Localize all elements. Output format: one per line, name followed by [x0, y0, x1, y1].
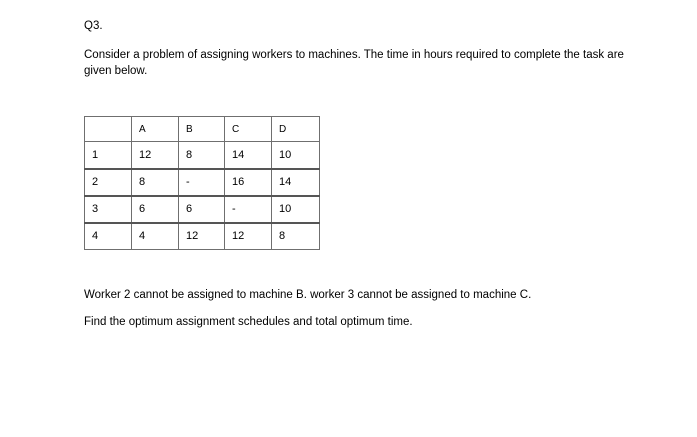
row-header-worker-4: 4: [85, 223, 132, 250]
table-cell: 16: [225, 169, 272, 196]
question-intro: Consider a problem of assigning workers to machines. The time in hours required to complete the task are given below.: [84, 49, 624, 77]
table-cell: 8: [132, 169, 179, 196]
row-header-worker-3: 3: [85, 196, 132, 223]
column-header-b: B: [179, 117, 225, 142]
table-row: [85, 142, 320, 169]
constraint-note: Worker 2 cannot be assigned to machine B. worker 3 cannot be assigned to machine C.: [84, 289, 532, 301]
table-cell: 10: [272, 196, 320, 223]
table-row: [85, 196, 320, 223]
column-header-d: D: [272, 117, 320, 142]
question-number: Q3.: [84, 20, 103, 32]
table-cell: 4: [132, 223, 179, 250]
row-header-worker-2: 2: [85, 169, 132, 196]
table-cell: -: [225, 196, 272, 223]
table-cell: 8: [179, 142, 225, 169]
column-header-a: A: [132, 117, 179, 142]
table-cell: 8: [272, 223, 320, 250]
table-cell: 12: [225, 223, 272, 250]
table-cell: 12: [132, 142, 179, 169]
table-cell: 12: [179, 223, 225, 250]
assignment-table: [84, 116, 320, 250]
table-cell: 14: [225, 142, 272, 169]
task-instruction: Find the optimum assignment schedules and total optimum time.: [84, 316, 413, 328]
table-row: [85, 223, 320, 250]
table-row: [85, 169, 320, 196]
table-cell: -: [179, 169, 225, 196]
table-cell: 6: [179, 196, 225, 223]
table-header-row: [85, 117, 320, 142]
table-cell: 10: [272, 142, 320, 169]
corner-cell: [85, 117, 132, 142]
row-header-worker-1: 1: [85, 142, 132, 169]
table-cell: 6: [132, 196, 179, 223]
column-header-c: C: [225, 117, 272, 142]
table-cell: 14: [272, 169, 320, 196]
